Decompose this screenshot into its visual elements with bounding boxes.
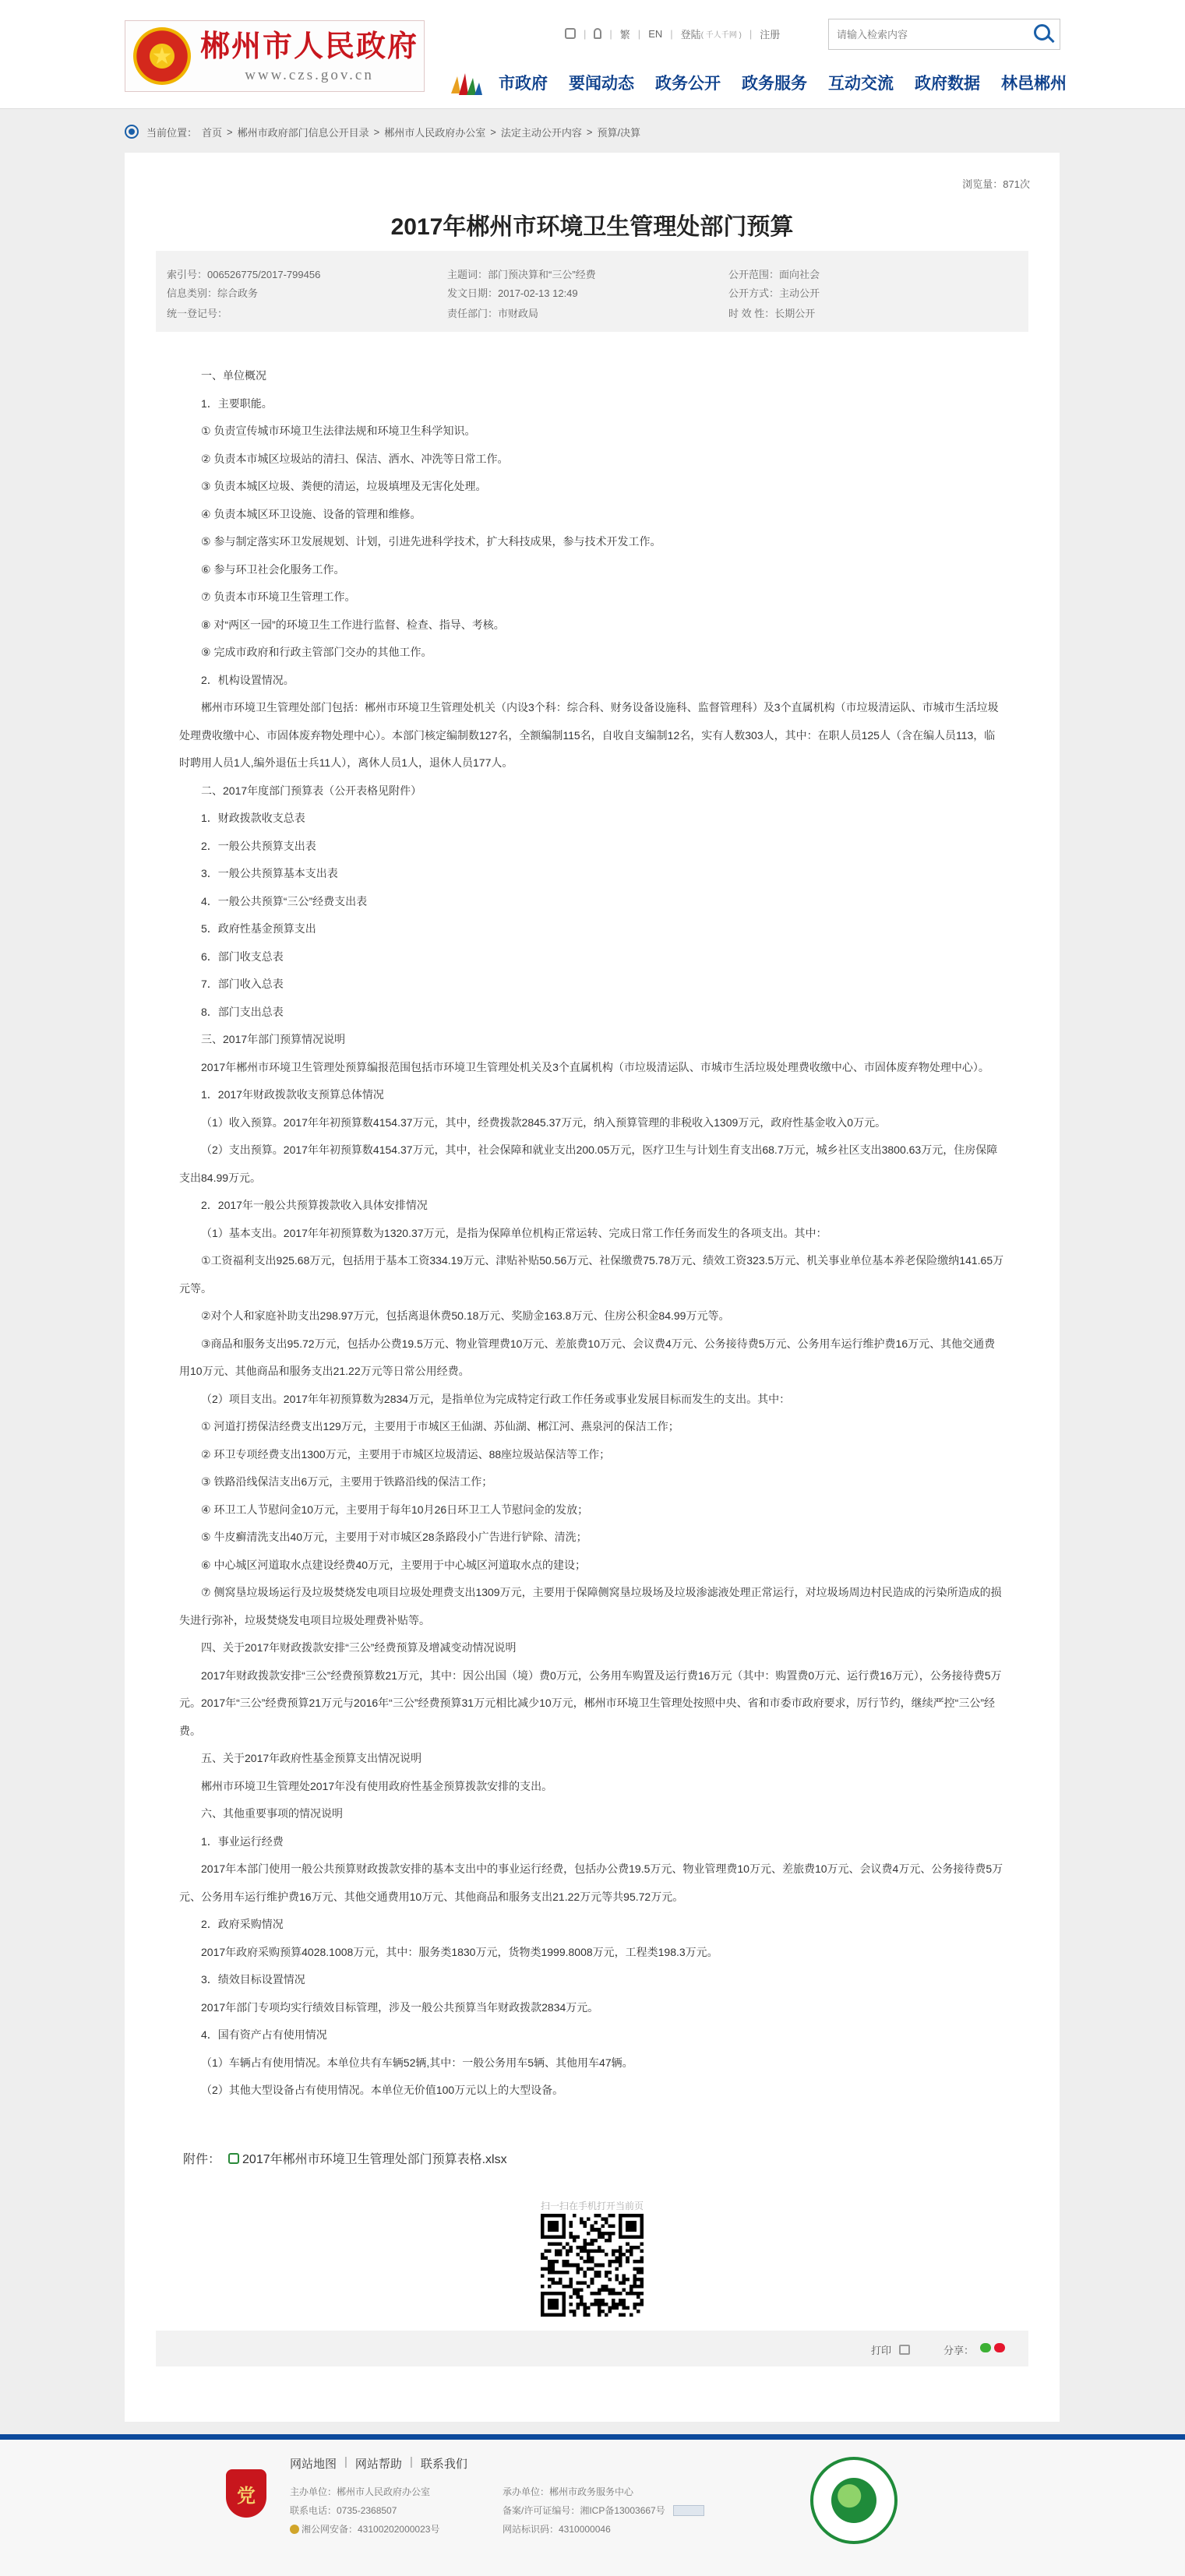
login-note: ( 千人千网 ) xyxy=(700,30,742,40)
attachment-link[interactable]: 2017年郴州市环境卫生管理处部门预算表格.xlsx xyxy=(242,2153,507,2166)
nav-decoration-icon xyxy=(446,70,485,98)
excel-file-icon xyxy=(228,2153,239,2164)
article-paragraph: ④ 环卫工人节慰问金10万元，主要用于每年10月26日环卫工人节慰问金的发放； xyxy=(201,1503,589,1516)
register-link[interactable]: 注册 xyxy=(760,28,781,41)
footer-link-contact[interactable]: 联系我们 xyxy=(420,2458,467,2471)
article-paragraph: ⑤ 参与制定落实环卫发展规划、计划，引进先进科学技术，扩大科技成果，参与技术开发工作。 xyxy=(201,535,661,548)
share-bar xyxy=(156,2331,1028,2366)
attachment-label: 附件： xyxy=(183,2153,221,2166)
article-paragraph: 3．一般公共预算基本支出表 xyxy=(201,867,338,879)
view-count: 浏览量：871次 xyxy=(962,178,1030,190)
footer-sponsor: 主办单位：郴州市人民政府办公室 xyxy=(290,2486,431,2497)
divider: | xyxy=(584,27,587,40)
wechat-share-icon[interactable] xyxy=(980,2343,991,2352)
article-paragraph: ⑦ 负责本市环境卫生管理工作。 xyxy=(201,590,356,603)
site-name: 郴州市人民政府 xyxy=(200,28,419,63)
article-paragraph: 2．一般公共预算支出表 xyxy=(201,839,316,852)
site-header xyxy=(0,0,1185,109)
breadcrumb-separator: > xyxy=(490,125,496,138)
article-paragraph: ①工资福利支出925.68万元，包括用于基本工资334.19万元、津贴补贴50.56万元、社保缴费75.78万元、绩效工资323.5万元、机关事业单位基本养老保险缴纳141.65万元等。 xyxy=(179,1254,1004,1295)
article-paragraph: 2017年政府采购预算4028.1008万元，其中：服务类1830万元，货物类1999.8008万元，工程类198.3万元。 xyxy=(201,1945,718,1958)
article-paragraph: ⑨ 完成市政府和行政主管部门交办的其他工作。 xyxy=(201,646,432,658)
article-paragraph: 郴州市环境卫生管理处2017年没有使用政府性基金预算拨款安排的支出。 xyxy=(201,1779,553,1792)
meta-department: 责任部门：市财政局 xyxy=(447,308,539,319)
footer-icp[interactable] xyxy=(503,2504,704,2517)
nav-item-data[interactable]: 政府数据 xyxy=(915,75,980,93)
article-paragraph: 5．政府性基金预算支出 xyxy=(201,922,316,935)
divider: | xyxy=(637,27,641,40)
article-paragraph: 一、单位概况 xyxy=(201,369,266,382)
top-links xyxy=(565,26,788,41)
article-paragraph: （2）其他大型设备占有使用情况。本单位无价值100万元以上的大型设备。 xyxy=(201,2084,564,2096)
logo-text xyxy=(200,26,418,86)
breadcrumb-separator: > xyxy=(586,125,593,138)
article-paragraph: 3．绩效目标设置情况 xyxy=(201,1973,305,1986)
national-emblem-icon: ★ xyxy=(133,27,191,85)
cnnic-icon xyxy=(673,2505,704,2516)
article-paragraph: ②对个人和家庭补助支出298.97万元，包括离退休费50.18万元、奖励金163.8万元、住房公积金84.99万元等。 xyxy=(201,1309,730,1322)
site-footer xyxy=(0,2440,1185,2576)
nav-item-news[interactable]: 要闻动态 xyxy=(569,75,634,93)
breadcrumb xyxy=(125,123,645,140)
article-paragraph: ③ 负责本城区垃圾、粪便的清运，垃圾填埋及无害化处理。 xyxy=(201,480,487,492)
article-paragraph: 1．财政拨款收支总表 xyxy=(201,812,305,824)
location-icon xyxy=(125,125,139,139)
search-icon[interactable] xyxy=(1030,23,1056,46)
breadcrumb-separator: > xyxy=(373,125,380,138)
police-badge-icon xyxy=(290,2525,299,2534)
article-paragraph: 2017年部门专项均实行绩效目标管理，涉及一般公共预算当年财政拨款2834万元。 xyxy=(201,2000,599,2014)
nav-item-government[interactable]: 市政府 xyxy=(499,75,548,93)
divider: | xyxy=(409,2455,413,2469)
breadcrumb-statutory[interactable]: 法定主动公开内容 xyxy=(500,126,582,139)
civilized-website-seal-icon[interactable] xyxy=(810,2457,898,2544)
article-paragraph: （2）支出预算。2017年年初预算数4154.37万元，其中，社会保障和就业支出200.05万元，医疗卫生与计划生育支出68.7万元，城乡社区支出3800.63万元，住房保障支出84.99万元。 xyxy=(179,1144,998,1184)
article-panel xyxy=(125,153,1060,2422)
breadcrumb-label: 当前位置： xyxy=(146,126,198,139)
meta-reg-no: 统一登记号： xyxy=(167,308,228,319)
footer-stripe xyxy=(0,2434,1185,2440)
footer-link-help[interactable]: 网站帮助 xyxy=(354,2458,402,2471)
nav-item-interaction[interactable]: 互动交流 xyxy=(828,75,894,93)
attachment xyxy=(183,2149,507,2167)
article-paragraph: 4．国有资产占有使用情况 xyxy=(201,2028,327,2041)
site-url: www.czs.gov.cn xyxy=(245,67,374,83)
article-paragraph: ③商品和服务支出95.72万元，包括办公费19.5万元、物业管理费10万元、差旅费10万元、会议费4万元、公务接待费5万元、公务用车运行维护费16万元、其他交通费用10万元、其他商品和服务支出21.22万元等日常公用经费。 xyxy=(179,1337,996,1377)
breadcrumb-office[interactable]: 郴州市人民政府办公室 xyxy=(384,126,486,139)
article-paragraph: ⑦ 侧窝垦垃圾场运行及垃圾焚烧发电项目垃圾处理费支出1309万元，主要用于保障侧窝垦垃圾场及垃圾渗滤液处理正常运行，对垃圾场周边村民造成的污染所造成的损失进行弥补，垃圾焚烧发电项目垃圾处理费补贴等。 xyxy=(179,1586,1002,1626)
meta-method: 公开方式：主动公开 xyxy=(728,287,820,299)
article-paragraph: ⑥ 参与环卫社会化服务工作。 xyxy=(201,562,345,576)
search-input[interactable] xyxy=(829,19,1024,49)
footer-links xyxy=(290,2455,475,2472)
footer-icp-text: 备案/许可证编号：湘ICP备13003667号 xyxy=(503,2505,665,2516)
main-nav xyxy=(499,72,1067,96)
footer-link-sitemap[interactable]: 网站地图 xyxy=(290,2458,337,2471)
nav-item-linyi[interactable]: 林邑郴州 xyxy=(1001,75,1067,93)
meta-category: 信息类别：综合政务 xyxy=(167,287,259,299)
share-label: 分享： xyxy=(943,2345,975,2356)
site-logo[interactable] xyxy=(125,20,425,92)
article-paragraph: 2017年财政拨款安排“三公”经费预算数21万元，其中：因公出国（境）费0万元，公务用车购置及运行费16万元（其中：购置费0万元、运行费16万元），公务接待费5万元。2017年“三公”经费预算21万元与2016年“三公”经费预算31万元相比减少10万元，郴州市环境卫生管理处按照中央、省和市委市政府要求，厉行节约，继续严控“三公”经费。 xyxy=(179,1669,1002,1737)
article-paragraph: 六、其他重要事项的情况说明 xyxy=(201,1807,343,1820)
article-paragraph: ③ 铁路沿线保洁支出6万元，主要用于铁路沿线的保洁工作； xyxy=(201,1475,493,1488)
article-paragraph: 4．一般公共预算“三公”经费支出表 xyxy=(201,894,368,907)
meta-validity: 时 效 性：长期公开 xyxy=(728,308,816,319)
article-paragraph: （1）收入预算。2017年年初预算数4154.37万元，其中，经费拨款2845.37万元，纳入预算管理的非税收入1309万元，政府性基金收入0万元。 xyxy=(201,1115,887,1129)
search-box xyxy=(828,19,1060,50)
article-paragraph: ① 负责宣传城市环境卫生法律法规和环境卫生科学知识。 xyxy=(201,425,476,437)
footer-site-id: 网站标识码：4310000046 xyxy=(503,2524,611,2535)
article-meta xyxy=(156,251,1028,332)
accessibility-icon[interactable] xyxy=(565,28,576,39)
party-government-badge-icon[interactable]: 党 xyxy=(226,2469,266,2518)
divider: | xyxy=(609,27,612,40)
breadcrumb-budget[interactable]: 预算/决算 xyxy=(597,126,641,139)
article-paragraph: ② 负责本市城区垃圾站的清扫、保洁、洒水、冲洗等日常工作。 xyxy=(201,452,509,465)
print-icon xyxy=(899,2345,910,2355)
article-paragraph: 四、关于2017年财政拨款安排“三公”经费预算及增减变动情况说明 xyxy=(201,1641,517,1654)
english-link[interactable]: EN xyxy=(648,27,663,40)
article-paragraph: 2017年本部门使用一般公共预算财政拨款安排的基本支出中的事业运行经费，包括办公费19.5万元、物业管理费10万元、差旅费10万元、会议费4万元、公务接待费5万元、公务用车运行维护费16万元、其他交通费用10万元、其他商品和服务支出21.22万元等共95.72万元。 xyxy=(179,1862,1003,1903)
qr-label: 扫一扫在手机打开当前页 xyxy=(540,2201,644,2211)
meta-publish-date: 发文日期：2017-02-13 12:49 xyxy=(447,287,578,299)
breadcrumb-directory[interactable]: 郴州市政府部门信息公开目录 xyxy=(237,126,369,139)
article-paragraph: 1．2017年财政拨款收支预算总体情况 xyxy=(201,1088,384,1101)
article-paragraph: ⑧ 对“两区一园”的环境卫生工作进行监督、检查、指导、考核。 xyxy=(201,618,505,631)
article-paragraph: 7．部门收入总表 xyxy=(201,978,284,990)
footer-contact: 联系电话：0735-2368507 xyxy=(290,2505,397,2516)
article-paragraph: 1．主要职能。 xyxy=(201,396,273,410)
meta-subject: 主题词：部门预决算和“三公”经费 xyxy=(447,269,596,280)
weibo-share-icon[interactable] xyxy=(994,2343,1005,2352)
article-paragraph: ② 环卫专项经费支出1300万元，主要用于市城区垃圾清运、88座垃圾站保洁等工作； xyxy=(201,1447,611,1461)
article-paragraph: 三、2017年部门预算情况说明 xyxy=(201,1033,346,1045)
meta-scope: 公开范围：面向社会 xyxy=(728,269,820,280)
breadcrumb-home[interactable]: 首页 xyxy=(202,126,223,139)
article-paragraph: 2．机构设置情况。 xyxy=(201,673,294,686)
footer-police-text: 湘公网安备：43100202000023号 xyxy=(302,2524,440,2535)
article-paragraph: 2017年郴州市环境卫生管理处预算编报范围包括市环境卫生管理处机关及3个直属机构（市垃圾清运队、市城市生活垃圾处理费收缴中心、市固体废弃物处理中心）。 xyxy=(201,1060,989,1073)
divider: | xyxy=(344,2455,347,2469)
article-paragraph: 郴州市环境卫生管理处部门包括：郴州市环境卫生管理处机关（内设3个科：综合科、财务设备设施科、监督管理科）及3个直属机构（市垃圾清运队、市城市生活垃圾处理费收缴中心、市固体废弃物处理中心）。本部门核定编制数127名，全额编制115名，自收自支编制12名，实有人数303人，其中：在职人员125人（含在编人员113，临时聘用人员1人,编外退伍士兵11人），离休人员1人，退休人员177人。 xyxy=(179,701,999,769)
divider: | xyxy=(670,27,673,40)
article-paragraph: ④ 负责本城区环卫设施、设备的管理和维修。 xyxy=(201,507,421,520)
article-paragraph: 五、关于2017年政府性基金预算支出情况说明 xyxy=(201,1752,422,1764)
article-paragraph: ⑤ 牛皮癣清洗支出40万元，主要用于对市城区28条路段小广告进行铲除、清洗； xyxy=(201,1531,587,1543)
print-label: 打印 xyxy=(871,2345,892,2356)
footer-police[interactable] xyxy=(290,2522,439,2535)
login-link[interactable]: 登陆 xyxy=(680,28,701,41)
article-paragraph: ① 河道打捞保洁经费支出129万元，主要用于市城区王仙湖、苏仙湖、郴江河、燕泉河的保洁工作； xyxy=(201,1420,679,1432)
article-paragraph: 8．部门支出总表 xyxy=(201,1005,284,1018)
article-paragraph: ⑥ 中心城区河道取水点建设经费40万元，主要用于中心城区河道取水点的建设； xyxy=(201,1558,587,1571)
elder-mode-icon[interactable] xyxy=(594,28,601,39)
qr-code xyxy=(541,2214,644,2317)
article-paragraph: （2）项目支出。2017年年初预算数为2834万元，是指单位为完成特定行政工作任务或事业发展目标而发生的支出。其中： xyxy=(201,1392,791,1405)
article-body xyxy=(179,362,1005,2105)
nav-item-services[interactable]: 政务服务 xyxy=(742,75,807,93)
article-paragraph: （1）基本支出。2017年年初预算数为1320.37万元，是指为保障单位机构正常运转、完成日常工作任务而发生的各项支出。其中： xyxy=(201,1226,827,1239)
nav-item-open-government[interactable]: 政务公开 xyxy=(655,75,721,93)
article-paragraph: 二、2017年度部门预算表（公开表格见附件） xyxy=(201,784,422,797)
footer-organizer: 承办单位：郴州市政务服务中心 xyxy=(503,2486,634,2497)
traditional-chinese-link[interactable]: 繁 xyxy=(619,28,630,41)
article-paragraph: 2．政府采购情况 xyxy=(201,1918,284,1930)
article-title: 2017年郴州市环境卫生管理处部门预算 xyxy=(390,214,794,240)
breadcrumb-separator: > xyxy=(227,125,233,138)
meta-index-no: 索引号：006526775/2017-799456 xyxy=(167,269,321,280)
article-paragraph: 6．部门收支总表 xyxy=(201,950,284,963)
divider: | xyxy=(749,27,753,40)
article-paragraph: （1）车辆占有使用情况。本单位共有车辆52辆,其中：一般公务用车5辆、其他用车47辆。 xyxy=(201,2056,633,2069)
print-button[interactable] xyxy=(871,2342,910,2357)
article-paragraph: 1．事业运行经费 xyxy=(201,1834,284,1848)
article-paragraph: 2．2017年一般公共预算拨款收入具体安排情况 xyxy=(201,1199,428,1211)
